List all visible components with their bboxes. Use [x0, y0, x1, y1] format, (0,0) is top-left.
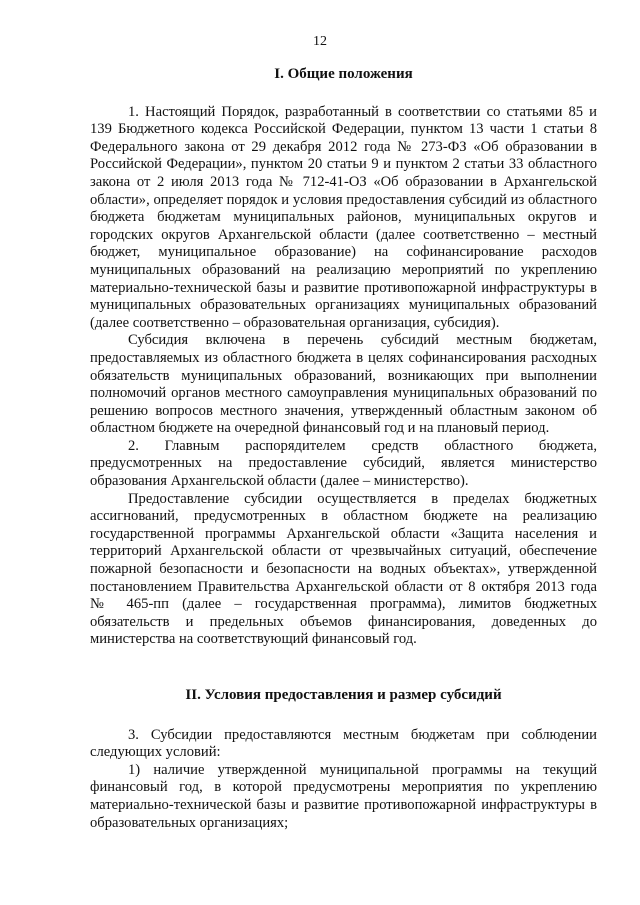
paragraph-3: 3. Субсидии предоставляются местным бюджетам при соблюдении следующих условий: [90, 726, 597, 761]
paragraph-2: 2. Главным распорядителем средств областного бюджета, предусмотренных на предоставление субсидий, является министерство образования Архангельской области (далее – министерство). [90, 437, 597, 490]
paragraph-subsidy-included: Субсидия включена в перечень субсидий местным бюджетам, предоставляемых из областного бюджета в целях софинансирования расходных обязательств муниципальных образований, возникающих при выполнении полномочий органов местного самоуправления муниципальных образований по решению вопросов местного значения, утвержденный областным законом об областном бюджете на очередной финансовый год и на плановый период. [90, 332, 597, 437]
section-heading-general-provisions: I. Общие положения [274, 66, 413, 82]
paragraph-3-item-1: 1) наличие утвержденной муниципальной программы на текущий финансовый год, в которой предусмотрены мероприятия по укреплению материально-технической базы и развитие противопожарной инфраструктуры в образовательных организациях; [90, 761, 597, 831]
paragraph-subsidy-provision: Предоставление субсидии осуществляется в пределах бюджетных ассигнований, предусмотренных в областном бюджете на реализацию государственной программы Архангельской области «Защита населения и территорий Архангельской области от чрезвычайных ситуаций, обеспечение пожарной безопасности и безопасности на водных объектах», утвержденной постановлением Правительства Архангельской области от 8 октября 2013 года № 465-пп (далее – государственная программа), лимитов бюджетных обязательств и предельных объемов финансирования, доведенных до министерства на соответствующий финансовый год. [90, 490, 597, 648]
section-heading-conditions: II. Условия предоставления и размер субсидий [185, 687, 502, 703]
page-number: 12 [313, 34, 327, 49]
document-body [90, 62, 597, 832]
paragraph-1: 1. Настоящий Порядок, разработанный в соответствии со статьями 85 и 139 Бюджетного кодекса Российской Федерации, пунктом 13 части 1 статьи 8 Федерального закона от 29 декабря 2012 года № 273-ФЗ «Об образовании в Российской Федерации», пунктом 20 статьи 9 и пунктом 2 статьи 33 областного закона от 2 июля 2013 года № 712-41-ОЗ «Об образовании в Архангельской области», определяет порядок и условия предоставления субсидий из областного бюджета бюджетам муниципальных районов, муниципальных округов и городских округов Архангельской области (далее соответственно – местный бюджет, муниципальное образование) на софинансирование расходов муниципальных образований на реализацию мероприятий по укреплению материально-технической базы и развитие противопожарной инфраструктуры в муниципальных образовательных организациях муниципальных образований (далее соответственно – образовательная организация, субсидия). [90, 103, 597, 331]
